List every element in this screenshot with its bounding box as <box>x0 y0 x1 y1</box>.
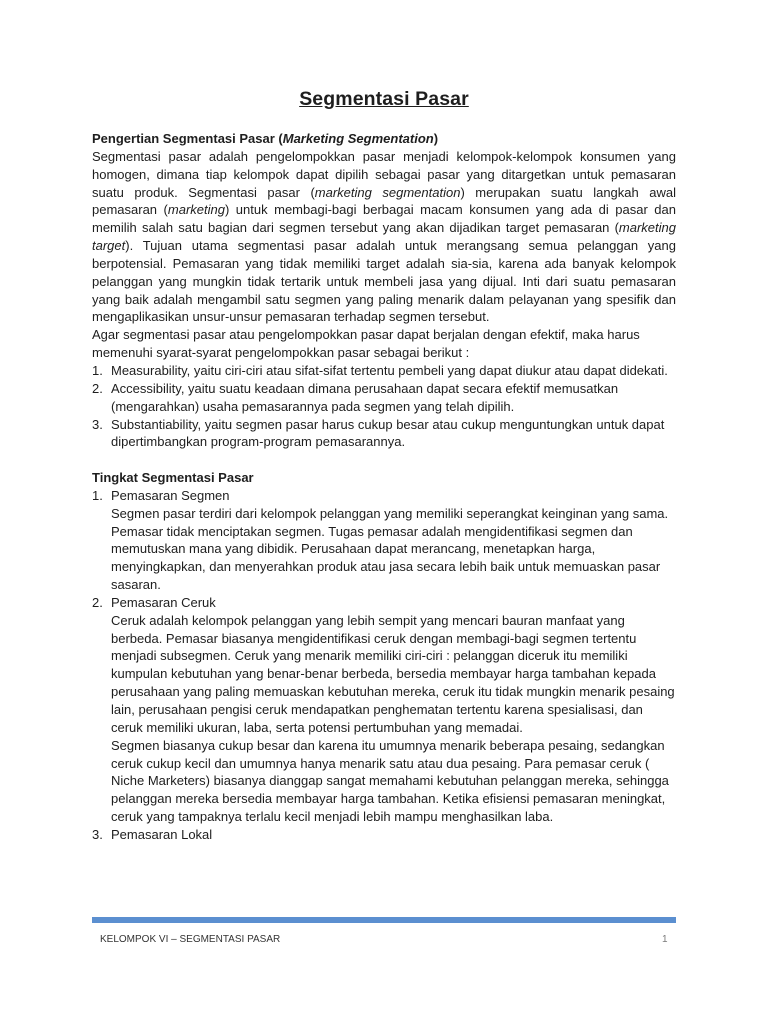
list-number: 3. <box>92 826 103 842</box>
heading-text: Pengertian Segmentasi Pasar ( <box>92 131 283 146</box>
list-item-text: Substantiability, yaitu segmen pasar harus cukup besar atau cukup menguntungkan untuk dapat dipertimbangkan program-program pemasarannya. <box>111 416 665 450</box>
paragraph-definition <box>92 148 676 326</box>
list-item-text: Accessibility, yaitu suatu keadaan dimana perusahaan dapat secara efektif memusatkan (mengarahkan) usaha pemasarannya pada segmen yang telah dipilih. <box>111 380 619 414</box>
list-item-segmen <box>92 487 676 594</box>
paragraph-italic: marketing <box>167 202 225 218</box>
list-item-title: Pemasaran Lokal <box>111 826 213 842</box>
list-item-lokal <box>92 826 676 844</box>
paragraph-text: ). Tujuan utama segmentasi pasar adalah untuk merangsang semua pelanggan yang berpotensial. Pemasaran yang tidak memiliki target adalah sia-sia, karena ada banyak kelompok pelanggan yang mungkin tidak tertarik untuk membeli jasa yang dijual. Inti dari suatu pemasaran yang baik adalah mengambil satu segmen yang paling menarik dalam pelayanan yang spesifik dan mengaplikasikan unsur-unsur pemasaran terhadap segmen tersebut. <box>92 238 676 325</box>
levels-list <box>92 487 676 844</box>
list-item-text: Segmen pasar terdiri dari kelompok pelanggan yang memiliki seperangkat keinginan yang sama. Pemasar tidak menciptakan segmen. Tugas pemasar adalah mengidentifikasi segmen dan memutuskan mana yang dibidik. Perusahaan dapat merancang, menetapkan harga, menyingkapkan, dan menyerahkan produk atau jasa secara lebih baik untuk memuaskan pasar sasaran. <box>111 505 669 593</box>
heading-italic-text: Marketing Segmentation <box>282 131 434 146</box>
list-item-text: Measurability, yaitu ciri-ciri atau sifat-sifat tertentu pembeli yang dapat diukur atau dapat didekati. <box>111 362 668 378</box>
page-title: Segmentasi Pasar <box>299 88 469 110</box>
list-item <box>92 380 676 416</box>
paragraph-text: ) untuk membagi-bagi berbagai macam konsumen yang ada di pasar dan memilih salah satu bagian dari segmen tersebut yang akan dijadikan target pemasaran ( <box>92 202 676 236</box>
spacer <box>92 451 676 469</box>
document-body <box>92 130 676 844</box>
list-item <box>92 416 676 452</box>
list-item-text: Ceruk adalah kelompok pelanggan yang lebih sempit yang mencari bauran manfaat yang berbeda. Pemasar biasanya mengidentifikasi ceruk dengan membagi-bagi segmen tertentu menjadi subsegmen. Ceruk yang menarik memiliki ciri-ciri : pelanggan diceruk itu memiliki kumpulan kebutuhan yang benar-benar berbeda, bersedia membayar harga tambahan kepada perusahaan yang paling memuaskan kebutuhan mereka, ceruk itu tidak mungkin menarik pesaing lain, perusahaan pengisi ceruk mendapatkan penghematan tertentu karena spesialisasi, dan ceruk memiliki ukuran, laba, serta potensi pertumbuhan yang memadai. <box>111 612 675 735</box>
list-item-ceruk <box>92 594 676 826</box>
list-item-text: Segmen biasanya cukup besar dan karena itu umumnya menarik beberapa pesaing, sedangkan ceruk cukup kecil dan umumnya hanya menarik satu atau dua pesaing. Para pemasar ceruk ( Niche Marketers) biasanya dianggap sangat memahami kebutuhan pelanggan mereka, sehingga pelanggan mereka bersedia membayar harga tambahan. Ketika efisiensi pemasaran meningkat, ceruk yang tampaknya terlalu kecil menjadi lebih mampu menghasilkan laba. <box>111 737 669 825</box>
list-item <box>92 362 676 380</box>
heading-text-end: ) <box>433 131 439 146</box>
paragraph-text: Segmentasi pasar adalah pengelompokkan pasar menjadi kelompok-kelompok konsumen yang homogen, dimana tiap kelompok dapat dipilih sebagai pasar yang ditargetkan untuk pemasaran suatu produk. Segmentasi pasar ( <box>92 148 676 200</box>
paragraph-requirements-intro: Agar segmentasi pasar atau pengelompokkan pasar dapat berjalan dengan efektif, maka harus memenuhi syarat-syarat pengelompokkan pasar sebagai berikut : <box>92 327 640 361</box>
requirements-list <box>92 362 676 451</box>
list-item-title: Pemasaran Segmen <box>111 487 230 503</box>
list-number: 2. <box>92 380 103 396</box>
list-item-title: Pemasaran Ceruk <box>111 594 216 610</box>
footer-label: KELOMPOK VI – SEGMENTASI PASAR <box>100 934 281 945</box>
paragraph-italic: marketing segmentation <box>314 184 461 200</box>
list-number: 1. <box>92 362 103 378</box>
list-number: 1. <box>92 487 103 503</box>
list-number: 2. <box>92 594 103 610</box>
paragraph-italic: marketing target <box>92 220 676 254</box>
footer-divider-bar <box>92 917 676 923</box>
section-heading-pengertian <box>92 130 676 148</box>
page-number: 1 <box>662 934 668 945</box>
section-heading-tingkat: Tingkat Segmentasi Pasar <box>92 470 254 486</box>
list-number: 3. <box>92 416 103 432</box>
paragraph-text: ) merupakan suatu langkah awal pemasaran ( <box>92 184 677 218</box>
